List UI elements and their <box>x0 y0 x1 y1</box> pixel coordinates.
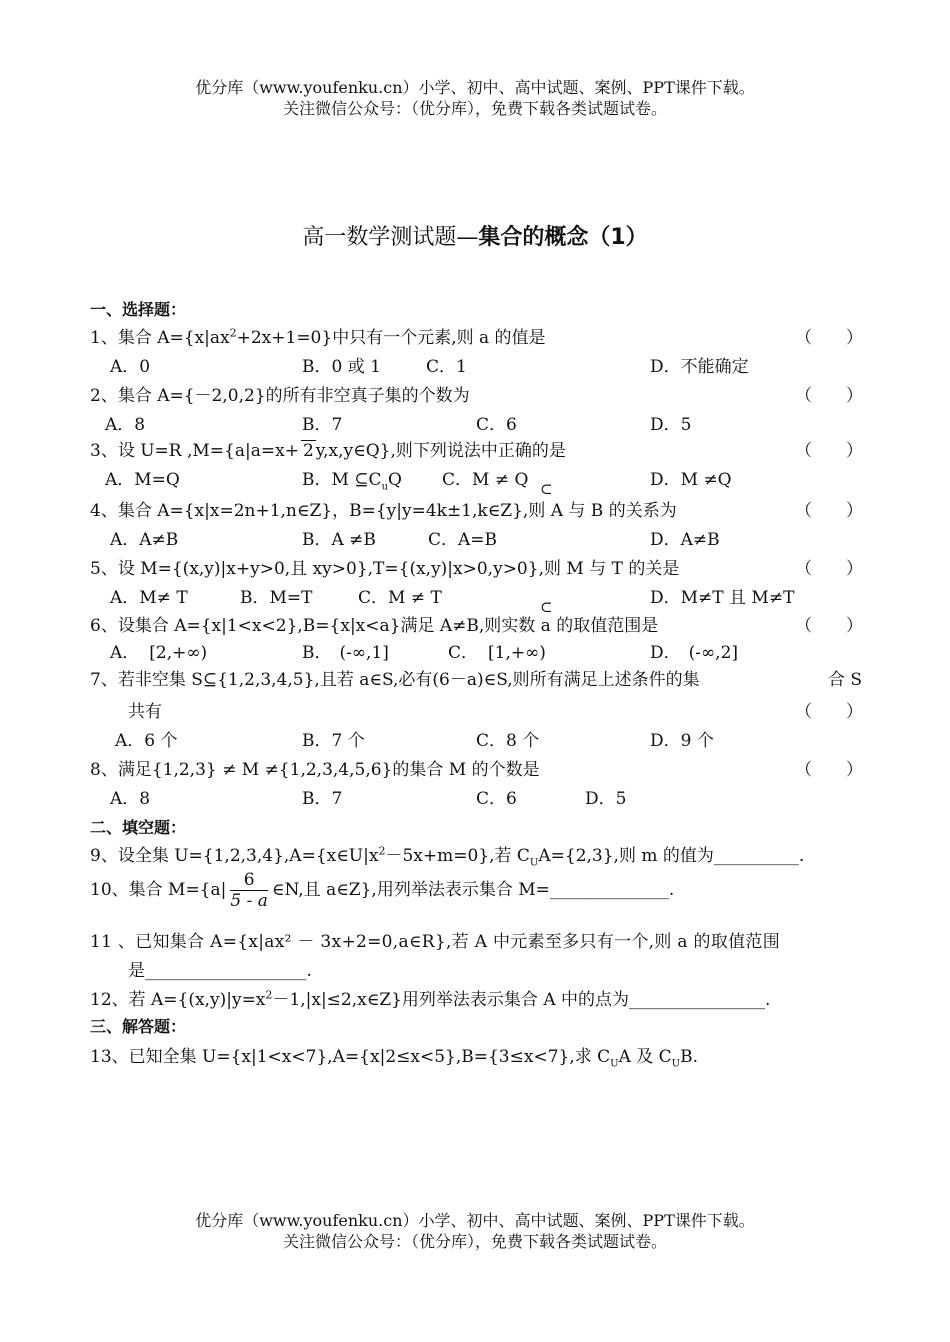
q10-text-b: ∈N,且 a∈Z},用列举法表示集合 M=______________. <box>271 880 675 900</box>
fraction <box>230 870 268 911</box>
q11-continuation: 是___________________. <box>128 961 312 981</box>
answer-bracket: （ ） <box>795 559 863 579</box>
q2-option-b: B．7 <box>302 415 343 435</box>
answer-bracket: （ ） <box>795 386 863 406</box>
q13-text-b: A 及 C <box>618 1047 672 1067</box>
q6-d-value: (-∞,2] <box>688 643 739 663</box>
q3-b-tail: Q <box>388 470 402 490</box>
q5-option-d: D．M≠T 且 M≠T <box>650 588 795 608</box>
question-11: 11 、已知集合 A={x|ax² － 3x+2=0,a∈R},若 A 中元素至多只有一个,则 a 的取值范围 <box>90 932 781 952</box>
q6-option-b <box>302 638 389 663</box>
q6-c-label: C． <box>448 643 479 663</box>
q13-sub-2: U <box>671 1058 681 1070</box>
q7-tail: 合 S <box>828 670 863 690</box>
q7-option-a: A．6 个 <box>115 731 178 751</box>
answer-bracket: （ ） <box>795 702 863 722</box>
q3-b-sub: u <box>381 481 389 493</box>
q3-b-text: B．M ⊆C <box>302 470 382 490</box>
footer-line-2: 关注微信公众号：（优分库），免费下载各类试题试卷。 <box>282 1232 667 1251</box>
question-13 <box>90 1042 698 1069</box>
q6-a-value: [2,+∞) <box>149 643 208 663</box>
q9-text-c: A={2,3},则 m 的值为__________. <box>538 846 805 866</box>
subset-symbol-icon: ⊂ <box>540 480 553 498</box>
q12-text-b: －1,|x|≤2,x∈Z}用列举法表示集合 A 中的点为________________. <box>272 990 771 1010</box>
answer-bracket: （ ） <box>795 441 863 461</box>
header-line-2: 关注微信公众号：（优分库），免费下载各类试题试卷。 <box>282 99 667 118</box>
question-2: 2、集合 A={－2,0,2}的所有非空真子集的个数为 <box>90 386 470 406</box>
question-9 <box>90 841 804 868</box>
q3-option-b <box>302 465 402 492</box>
q12-sup: 2 <box>265 988 273 1002</box>
q3-option-a: A．M=Q <box>105 470 180 490</box>
q1-text-b: +2x+1=0}中只有一个元素,则 a 的值是 <box>236 328 546 348</box>
question-7: 7、若非空集 S⊆{1,2,3,4,5},且若 a∈S,必有(6－a)∈S,则所有满足上述条件的集 <box>90 670 700 690</box>
header-line-1: 优分库（www.youfenku.cn）小学、初中、高中试题、案例、PPT课件下载。 <box>195 78 755 97</box>
q3-option-d: D．M ≠Q <box>650 470 732 490</box>
q6-d-label: D． <box>650 643 681 663</box>
q10-text-a: 10、集合 M={a| <box>90 880 227 900</box>
answer-bracket: （ ） <box>795 760 863 780</box>
q5-option-c: C．M ≠ T <box>358 588 442 608</box>
q2-option-d: D．5 <box>650 415 692 435</box>
q8-option-d: D．5 <box>585 789 627 809</box>
q1-option-c: C．1 <box>426 357 467 377</box>
q5-option-a: A．M≠ T <box>110 588 188 608</box>
q9-sup: 2 <box>378 844 386 858</box>
q12-text-a: 12、若 A={(x,y)|y=x <box>90 990 266 1010</box>
q13-sub-1: U <box>610 1058 619 1070</box>
q4-option-c: C．A=B <box>428 530 498 550</box>
q13-text-a: 13、已知全集 U={x|1<x<7},A={x|2≤x<5},B={3≤x<7},求 C <box>90 1047 611 1067</box>
q3-text-b: y,x,y∈Q},则下列说法中正确的是 <box>315 441 566 461</box>
answer-bracket: （ ） <box>795 501 863 521</box>
q6-c-value: [1,+∞) <box>488 643 546 663</box>
footer-line-1: 优分库（www.youfenku.cn）小学、初中、高中试题、案例、PPT课件下载。 <box>195 1211 755 1230</box>
q6-b-value: (-∞,1] <box>339 643 389 663</box>
q9-text-a: 9、设全集 U={1,2,3,4},A={x∈U|x <box>90 846 379 866</box>
q8-option-b: B．7 <box>302 789 343 809</box>
q1-text-a: 1、集合 A={x|ax <box>90 328 230 348</box>
question-4: 4、集合 A={x|x=2n+1,n∈Z}，B={y|y=4k±1,k∈Z},则 A 与 B 的关系为 <box>90 501 677 521</box>
q8-option-a: A．8 <box>110 789 151 809</box>
section-solve: 三、解答题： <box>90 1017 187 1036</box>
q7-option-c: C．8 个 <box>476 731 540 751</box>
question-6: 6、设集合 A={x|1<x<2},B={x|x<a}满足 A≠B,则实数 a 的取值范围是 <box>90 616 659 636</box>
sqrt-symbol <box>301 440 316 461</box>
question-10 <box>90 870 674 911</box>
q3-text-a: 3、设 U=R ,M={a|a=x+ <box>90 441 299 461</box>
question-3 <box>90 436 566 461</box>
title-bold: 集合的概念（1） <box>478 225 648 250</box>
q4-option-d: D．A≠B <box>650 530 720 550</box>
answer-bracket: （ ） <box>795 328 863 348</box>
q1-option-b: B．0 或 1 <box>302 357 381 377</box>
q2-option-c: C．6 <box>476 415 517 435</box>
page-title <box>0 220 950 251</box>
q7-continuation: 共有 <box>128 702 162 722</box>
q9-text-b: －5x+m=0},若 C <box>385 846 530 866</box>
q7-option-b: B．7 个 <box>302 731 365 751</box>
q1-option-a: A．0 <box>110 357 151 377</box>
q6-option-c <box>448 638 546 663</box>
q5-option-b: B．M=T <box>240 588 313 608</box>
q4-option-b: B．A ≠B <box>302 530 376 550</box>
q6-option-d <box>650 638 738 663</box>
q3-sqrt: 2 <box>302 441 314 461</box>
title-plain: 高一数学测试题— <box>302 225 479 250</box>
q6-a-label: A． <box>110 643 140 663</box>
question-1 <box>90 323 546 348</box>
q9-sub: U <box>529 857 539 869</box>
section-choice: 一、选择题： <box>90 300 187 319</box>
q4-option-a: A．A≠B <box>110 530 179 550</box>
answer-bracket: （ ） <box>795 616 863 636</box>
q1-option-d: D．不能确定 <box>650 357 749 377</box>
q7-option-d: D．9 个 <box>650 731 714 751</box>
q6-option-a <box>110 638 207 663</box>
q2-option-a: A．8 <box>105 415 146 435</box>
q3-option-c: C．M ≠ Q <box>442 470 529 490</box>
q6-b-label: B． <box>302 643 332 663</box>
question-5: 5、设 M={(x,y)|x+y>0,且 xy>0},T={(x,y)|x>0,y>0},则 M 与 T 的关是 <box>90 559 680 579</box>
question-12 <box>90 985 770 1010</box>
subset-symbol-icon: ⊂ <box>540 598 553 616</box>
section-fill-in: 二、填空题： <box>90 818 187 837</box>
fraction-numerator: 6 <box>230 870 268 891</box>
q8-option-c: C．6 <box>476 789 517 809</box>
q1-sup: 2 <box>229 326 237 340</box>
fraction-denominator: 5 - a <box>230 891 268 911</box>
q13-text-c: B. <box>680 1047 699 1067</box>
question-8: 8、满足{1,2,3} ≠ M ≠{1,2,3,4,5,6}的集合 M 的个数是 <box>90 760 540 780</box>
